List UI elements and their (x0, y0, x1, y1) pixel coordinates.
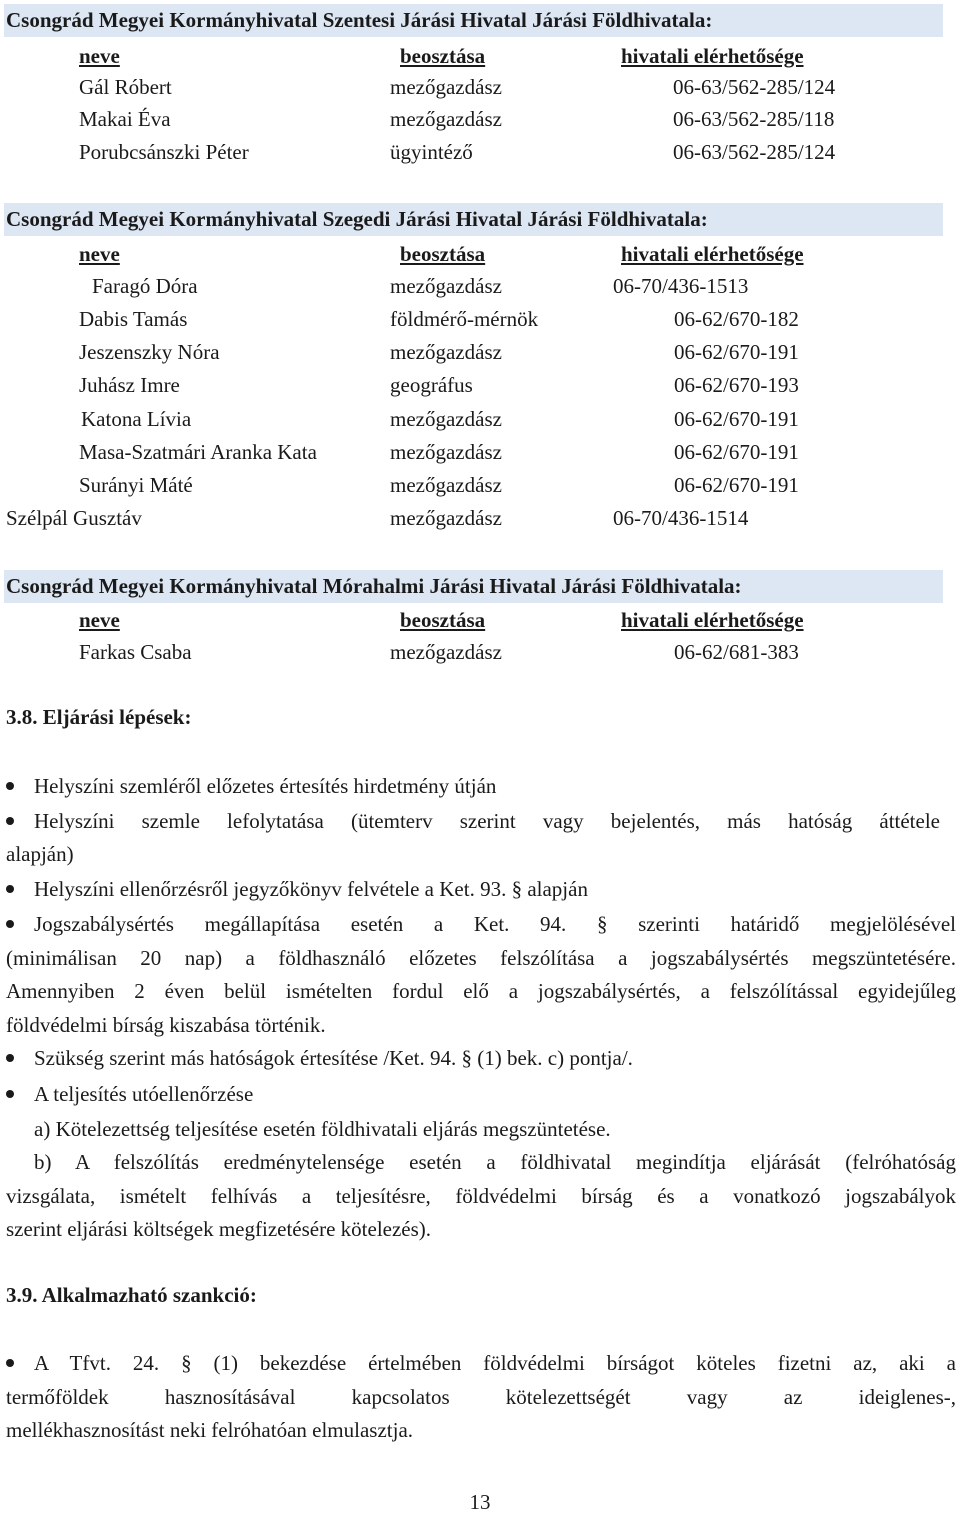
table-row (0, 72, 960, 102)
table-header (0, 41, 960, 71)
step-text: Szükség szerint más hatóságok értesítése /Ket. 94. § (1) bek. c) pontja/. (34, 1046, 633, 1070)
staff-name: Szélpál Gusztáv (6, 506, 142, 530)
table-header (0, 239, 960, 269)
header-role: beosztása (400, 44, 486, 68)
staff-contact: 06-62/670-191 (674, 340, 799, 364)
substep-b-cont: vizsgálata, ismételt felhívás a teljesítésre, földvédelmi bírság és a vonatkozó jogszabályok (6, 1184, 956, 1208)
bullet-icon (6, 885, 14, 893)
staff-role: mezőgazdász (390, 473, 502, 497)
section-heading-3-9: 3.9. Alkalmazható szankció: (6, 1283, 257, 1307)
staff-name: Juhász Imre (79, 373, 180, 397)
substep-a: a) Kötelezettség teljesítése esetén földhivatali eljárás megszüntetése. (34, 1117, 611, 1141)
table-row (0, 304, 960, 334)
table-row (0, 370, 960, 400)
sanction-text: A Tfvt. 24. § (1) bekezdése értelmében földvédelmi bírságot köteles fizetni az, aki a (34, 1351, 956, 1375)
staff-name: Surányi Máté (79, 473, 193, 497)
staff-role: mezőgazdász (390, 75, 502, 99)
bullet-icon (6, 920, 14, 928)
staff-contact: 06-70/436-1514 (613, 506, 749, 530)
sanction-text-cont: termőföldek hasznosításával kapcsolatos kötelezettségét vagy az ideiglenes-, (6, 1385, 956, 1409)
step-text: Helyszíni ellenőrzésről jegyzőkönyv felvétele a Ket. 93. § alapján (34, 877, 588, 901)
header-name: neve (79, 242, 120, 266)
header-contact: hivatali elérhetősége (621, 44, 804, 68)
table-row (0, 437, 960, 467)
staff-role: mezőgazdász (390, 506, 502, 530)
page-number: 13 (469, 1490, 491, 1514)
step-text: Helyszíni szemléről előzetes értesítés hirdetmény útján (34, 774, 497, 798)
staff-name: Masa-Szatmári Aranka Kata (79, 440, 317, 464)
staff-role: mezőgazdász (390, 640, 502, 664)
table-row (0, 137, 960, 167)
staff-role: ügyintéző (390, 140, 473, 164)
staff-contact: 06-62/670-191 (674, 440, 799, 464)
header-contact: hivatali elérhetősége (621, 608, 804, 632)
staff-contact: 06-63/562-285/124 (673, 140, 836, 164)
substep-b-cont: szerint eljárási költségek megfizetésére kötelezés). (6, 1217, 432, 1241)
table-row (0, 503, 960, 533)
staff-role: mezőgazdász (390, 440, 502, 464)
substep-b: b) A felszólítás eredménytelensége esetén a földhivatal megindítja eljárását (felróhatóság (34, 1150, 956, 1174)
section-heading-3-8: 3.8. Eljárási lépések: (6, 705, 192, 729)
step-text: Jogszabálysértés megállapítása esetén a Ket. 94. § szerinti határidő megjelölésével (34, 912, 956, 936)
staff-role: mezőgazdász (390, 407, 502, 431)
step-text-cont: alapján) (6, 842, 74, 866)
office-title-szeged: Csongrád Megyei Kormányhivatal Szegedi Járási Hivatal Járási Földhivatala: (4, 203, 943, 236)
header-role: beosztása (400, 608, 486, 632)
staff-name: Faragó Dóra (92, 274, 198, 298)
staff-contact: 06-62/670-191 (674, 473, 799, 497)
header-role: beosztása (400, 242, 486, 266)
bullet-icon (6, 817, 14, 825)
staff-role: mezőgazdász (390, 340, 502, 364)
office-title-morahalom: Csongrád Megyei Kormányhivatal Mórahalmi Járási Hivatal Járási Földhivatala: (4, 570, 943, 603)
table-row (0, 271, 960, 301)
staff-contact: 06-63/562-285/124 (673, 75, 836, 99)
sanction-text-cont: mellékhasznosítást neki felróhatóan elmulasztja. (6, 1418, 414, 1442)
staff-contact: 06-62/681-383 (674, 640, 799, 664)
step-text-cont: földvédelmi bírság kiszabása történik. (6, 1013, 326, 1037)
staff-name: Porubcsánszki Péter (79, 140, 249, 164)
staff-role: földmérő-mérnök (390, 307, 539, 331)
bullet-icon (6, 782, 14, 790)
table-header (0, 605, 960, 635)
staff-name: Makai Éva (79, 107, 171, 131)
staff-name: Jeszenszky Nóra (79, 340, 220, 364)
header-name: neve (79, 44, 120, 68)
staff-contact: 06-62/670-191 (674, 407, 799, 431)
staff-contact: 06-63/562-285/118 (673, 107, 835, 131)
table-row (0, 637, 960, 667)
office-title-szentes: Csongrád Megyei Kormányhivatal Szentesi Járási Hivatal Járási Földhivatala: (4, 4, 943, 37)
step-text-cont: Amennyiben 2 éven belül ismételten fordul elő a jogszabálysértés, a felszólítással egyidejűleg (6, 979, 956, 1003)
step-text-cont: (minimálisan 20 nap) a földhasználó előzetes felszólítása a jogszabálysértés megszüntetésére. (6, 946, 956, 970)
table-row (0, 337, 960, 367)
table-row (0, 404, 960, 434)
bullet-icon (6, 1090, 14, 1098)
staff-name: Dabis Tamás (79, 307, 188, 331)
step-text: A teljesítés utóellenőrzése (34, 1082, 254, 1106)
table-row (0, 104, 960, 134)
bullet-icon (6, 1359, 14, 1367)
staff-contact: 06-70/436-1513 (613, 274, 749, 298)
staff-name: Farkas Csaba (79, 640, 192, 664)
staff-role: mezőgazdász (390, 274, 502, 298)
staff-contact: 06-62/670-193 (674, 373, 799, 397)
header-contact: hivatali elérhetősége (621, 242, 804, 266)
step-text: Helyszíni szemle lefolytatása (ütemterv szerint vagy bejelentés, más hatóság áttétele (34, 809, 940, 833)
table-row (0, 470, 960, 500)
staff-contact: 06-62/670-182 (674, 307, 799, 331)
header-name: neve (79, 608, 120, 632)
bullet-icon (6, 1054, 14, 1062)
staff-name: Katona Lívia (81, 407, 192, 431)
staff-name: Gál Róbert (79, 75, 172, 99)
staff-role: geográfus (390, 373, 473, 397)
staff-role: mezőgazdász (390, 107, 502, 131)
